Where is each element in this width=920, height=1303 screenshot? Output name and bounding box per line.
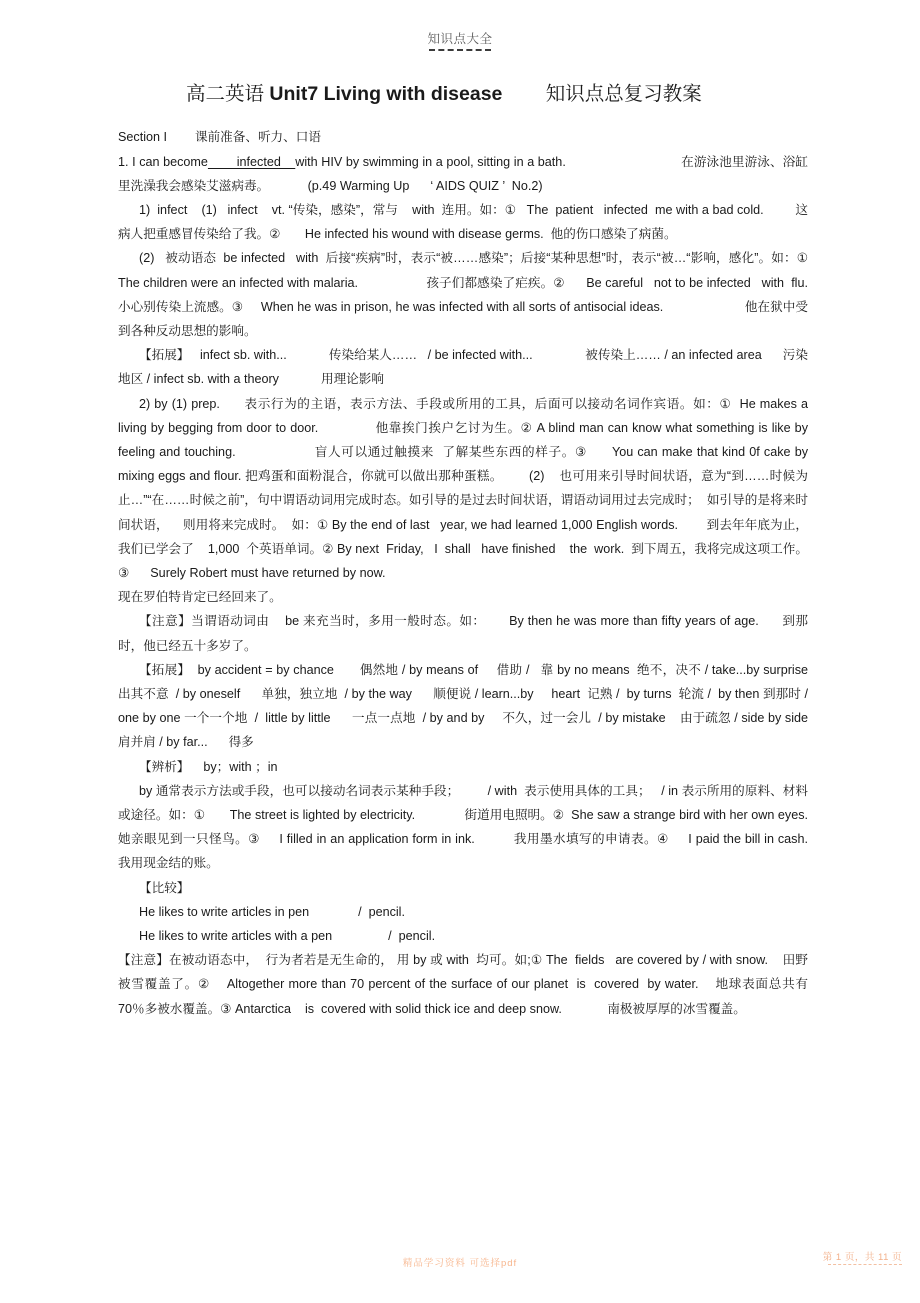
paragraph-section-heading: Section I 课前准备、听力、口语 — [118, 130, 321, 145]
page-title-prefix: 高二英语 — [186, 83, 270, 105]
page-number-dashed-rule — [828, 1264, 902, 1265]
page-title — [118, 82, 808, 107]
paragraph-list — [118, 125, 857, 1021]
watermark-text: 知识点大全 — [427, 32, 493, 46]
page-title-suffix: 知识点总复习教案 — [502, 83, 702, 105]
footer-note: 精品学习资料 可选择pdf — [402, 1258, 518, 1269]
paragraph-infect-definition: 1) infect (1) infect vt. “传染，感染”，常与 with 连用。如：① The patient infected me with a bad cold. 这病人把重感冒传染给了我。② He infected his wound with disease germs. 他的伤口感染了病菌。 — [118, 202, 808, 242]
paragraph-be-note: 【注意】当谓语动词由 be 来充当时，多用一般时态。如： By then he was more than fifty years of age. 到那时，他已经五十多岁了。 — [118, 614, 808, 653]
paragraph-compare-sentence-1: He likes to write articles in pen / pencil. — [139, 904, 405, 919]
paragraph-infect-extension: 【拓展】 infect sb. with... 传染给某人…… / be infected with... 被传染上…… / an infected area 污染地区 / infect sb. with a theory 用理论影响 — [118, 348, 808, 387]
paragraph-compare-heading: 【比较】 — [139, 880, 190, 895]
document-body — [118, 82, 857, 1021]
paragraph-by-phrases-extension: 【拓展】 by accident = by chance 偶然地 / by means of 借助 / 靠 by no means 绝不，决不 / take...by surprise 出其不意 / by oneself 单独，独立地 / by the way 顺便说 / learn...by heart 记熟 / by turns 轮流 / by then 到那时 / one by one 一个一个地 / little by little 一点一点地 / by and by 不久，过一会儿 / by mistake 由于疏忽 / side by side 肩并肩 / by far... 得多 — [118, 662, 840, 750]
page-number — [823, 1253, 902, 1265]
paragraph-by-with-in-compare-heading: 【辨析】 by；with ；in — [139, 759, 278, 774]
page-footer — [0, 1249, 920, 1289]
paragraph-be-infected-passive: (2) 被动语态 be infected with 后接“疾病”时，表示“被……感染”；后接“某种思想”时，表示“被…“影响，感化”。如：① The children were an infected with malaria. 孩子们都感染了疟疾。② Be careful not to be infected with flu. 小心别传染上流感。③ When he was in prison, he was infected with all sorts of antisocial ideas. 他在狱中受到各种反动思想的影响。 — [118, 251, 857, 338]
paragraph-by-prep-translation-tail: 现在罗伯特肯定已经回来了。 — [118, 590, 282, 605]
page-number-label: 第 1 页，共 11 页 — [822, 1252, 902, 1263]
paragraph-compare-sentence-2: He likes to write articles with a pen / pencil. — [139, 929, 436, 944]
paragraph-by-with-in-explanation: by 通常表示方法或手段，也可以接动名词表示某种手段； / with 表示使用具体的工具； / in 表示所用的原料、材料或途径。如：① The street is lighted by electricity. 街道用电照明。② She saw a strange bird with her own eyes. 她亲眼见到一只怪鸟。③ I filled in an application form in ink. 我用墨水填写的申请表。④ I paid the bill in cash. 我用现金结的账。 — [118, 783, 850, 871]
watermark-header — [0, 30, 920, 51]
paragraph-passive-voice-note: 【注意】在被动语态中， 行为者若是无生命的， 用 by 或 with 均可。如;① The fields are covered by / with snow. 田野被雪覆盖了。② Altogether more than 70 percent of the surface of our planet is covered by water. 地球表面总共有 70％多被水覆盖。③ Antarctica is covered with solid thick ice and deep snow. 南极被厚厚的冰雪覆盖。 — [118, 953, 822, 1016]
paragraph-item-1-sentence: 1. I can become infected with HIV by swimming in a pool, sitting in a bath. 在游泳池里游泳、浴缸里洗澡我会感染艾滋病毒。 (p.49 Warming Up ‘ AIDS QUIZ ’ No.2) — [118, 154, 808, 193]
watermark-dashed-rule — [429, 49, 491, 51]
paragraph-by-prep-definition: 2) by (1) prep. 表示行为的主语，表示方法、手段或所用的工具，后面可以接动名词作宾语。如：① He makes a living by begging from door to door. 他靠挨门挨户乞讨为生。② A blind man can know what something is like by feeling and touching. 盲人可以通过触摸来 了解某些东西的样子。③ You can make that kind 0f cake by mixing eggs and flour. 把鸡蛋和面粉混合，你就可以做出那种蛋糕。 (2) 也可用来引导时间状语，意为“到……时候为止…”“在……时候之前”，句中谓语动词用完成时态。如引导的是过去时间状语，谓语动词用过去完成时； 如引导的是将来时间状语， 则用将来完成时。 如：① By the end of last year, we had learned 1,000 English words. 到去年年底为止，我们已学会了 1,000 个英语单词。② By next Friday, I shall have finished the work. 到下周五，我将完成这项工作。③ Surely Robert must have returned by now. — [118, 396, 812, 580]
page-title-english: Unit7 Living with disease — [269, 83, 503, 105]
